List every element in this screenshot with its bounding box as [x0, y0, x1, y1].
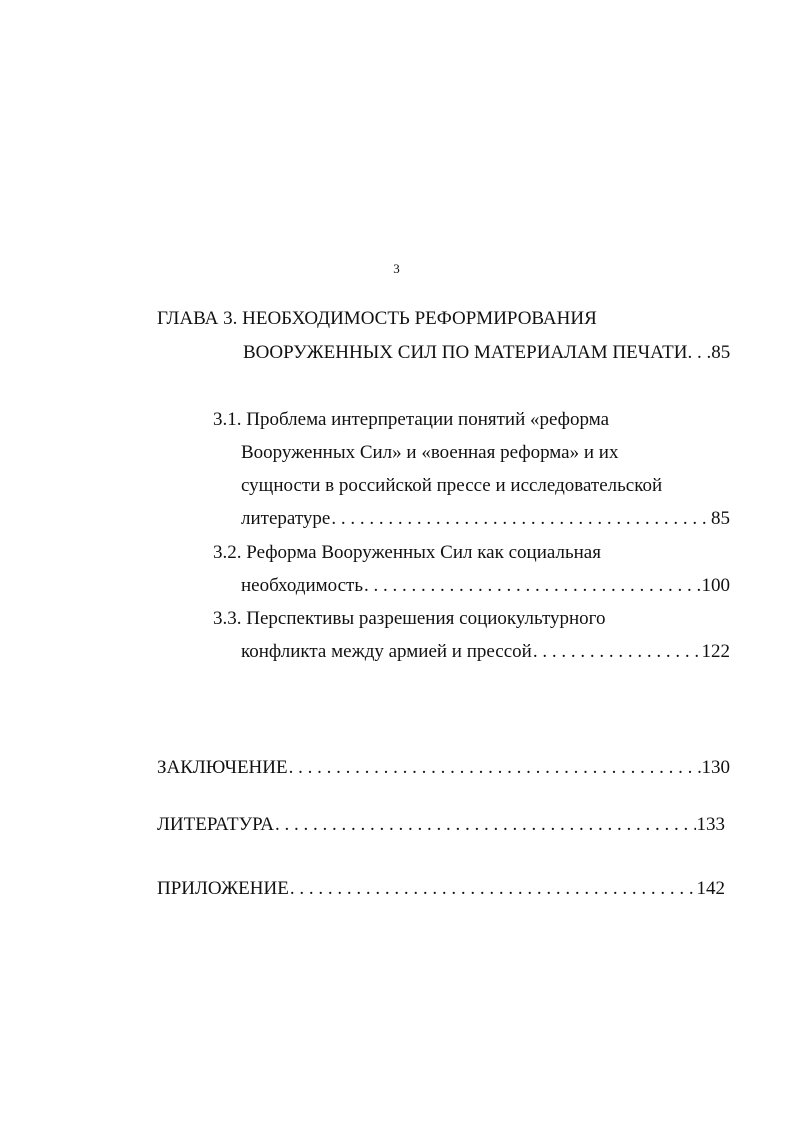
section-3-1-page-number: 85	[711, 508, 730, 529]
conclusion-label: ЗАКЛЮЧЕНИЕ	[157, 757, 288, 778]
appendix-label: ПРИЛОЖЕНИЕ	[157, 878, 289, 899]
section-3-1-line-2: Вооруженных Сил» и «военная реформа» и их	[241, 442, 619, 463]
literature-label: ЛИТЕРАТУРА	[157, 814, 274, 835]
dot-leader	[275, 814, 696, 836]
appendix-entry	[157, 878, 725, 900]
dot-leader	[290, 878, 696, 900]
section-3-3-title-end: конфликта между армией и прессой	[241, 641, 532, 662]
section-3-3-line-1: 3.3. Перспективы разрешения социокультурного	[213, 608, 606, 629]
dot-leader	[364, 575, 700, 597]
section-3-1-line-1: 3.1. Проблема интерпретации понятий «реформа	[213, 409, 610, 430]
chapter-3-title-text: ВООРУЖЕННЫХ СИЛ ПО МАТЕРИАЛАМ ПЕЧАТИ	[243, 342, 688, 363]
section-3-1-line-3: сущности в российской прессе и исследовательской	[241, 475, 663, 496]
dot-leader	[331, 508, 710, 530]
section-3-3-entry	[241, 641, 730, 663]
section-3-2-entry	[241, 575, 730, 597]
chapter-3-leader-dots: . . .	[687, 342, 712, 363]
section-3-2-page-number: 100	[701, 575, 730, 596]
appendix-page-number: 142	[696, 878, 725, 899]
section-3-2-line-1: 3.2. Реформа Вооруженных Сил как социальная	[213, 542, 601, 563]
dot-leader	[289, 757, 701, 779]
section-3-1-title-end: литературе	[241, 508, 331, 529]
conclusion-entry	[157, 757, 730, 779]
literature-entry	[157, 814, 725, 836]
section-3-3-page-number: 122	[701, 641, 730, 662]
conclusion-page-number: 130	[701, 757, 730, 778]
chapter-3-title-line-1: ГЛАВА 3. НЕОБХОДИМОСТЬ РЕФОРМИРОВАНИЯ	[157, 308, 597, 329]
dot-leader	[533, 641, 701, 663]
chapter-3-page-number: 85	[711, 342, 731, 363]
literature-page-number: 133	[696, 814, 725, 835]
page-number: 3	[393, 261, 400, 276]
section-3-1-entry	[241, 508, 730, 530]
section-3-2-title-end: необходимость	[241, 575, 364, 596]
chapter-3-title-line-2	[243, 342, 730, 364]
